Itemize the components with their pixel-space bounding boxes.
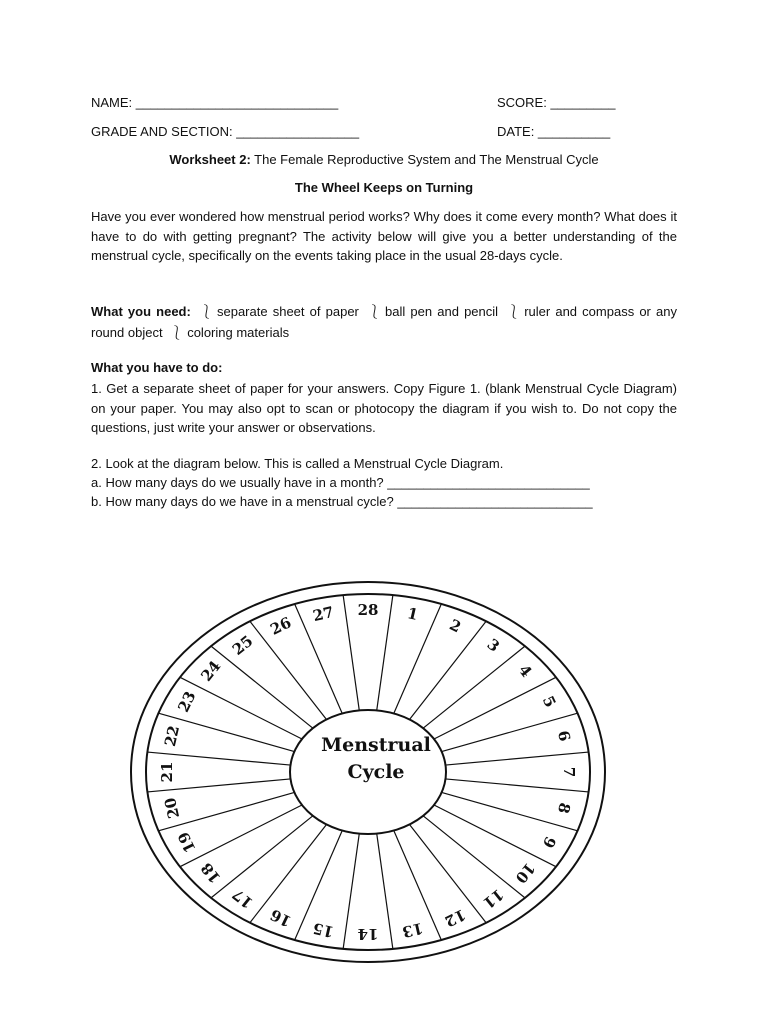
wheel-spoke bbox=[423, 646, 525, 728]
day-label-3: 3 bbox=[483, 635, 504, 656]
day-label-8: 8 bbox=[554, 800, 574, 816]
day-label-6: 6 bbox=[554, 728, 574, 744]
step-2: 2. Look at the diagram below. This is called a Menstrual Cycle Diagram. bbox=[91, 456, 504, 471]
day-label-23: 23 bbox=[174, 688, 200, 716]
worksheet-title bbox=[0, 152, 768, 167]
day-label-24: 24 bbox=[197, 657, 225, 685]
score-field: SCORE: _________ bbox=[497, 95, 616, 110]
day-label-19: 19 bbox=[174, 828, 200, 856]
bullet-icon: ⎱ bbox=[368, 305, 382, 320]
wheel-spoke bbox=[250, 621, 327, 719]
materials-list bbox=[91, 302, 677, 343]
wheel-spoke bbox=[394, 604, 442, 713]
day-label-15: 15 bbox=[311, 918, 336, 942]
day-label-1: 1 bbox=[405, 604, 420, 624]
day-label-18: 18 bbox=[197, 859, 225, 887]
wheel-spoke bbox=[211, 646, 313, 728]
worksheet-topic: The Female Reproductive System and The Menstrual Cycle bbox=[250, 152, 599, 167]
day-label-12: 12 bbox=[441, 905, 469, 931]
wheel-spoke bbox=[446, 779, 589, 792]
day-label-22: 22 bbox=[160, 723, 184, 749]
wheel-spoke bbox=[423, 816, 525, 898]
question-a: a. How many days do we usually have in a month? ____________________________ bbox=[91, 475, 590, 490]
day-label-26: 26 bbox=[267, 613, 295, 639]
wheel-spoke bbox=[434, 677, 556, 739]
day-label-5: 5 bbox=[538, 693, 560, 711]
day-label-11: 11 bbox=[479, 885, 508, 913]
center-label-line2: Cycle bbox=[347, 761, 405, 783]
wheel-spoke bbox=[446, 752, 589, 765]
worksheet-number: Worksheet 2: bbox=[169, 152, 251, 167]
bullet-icon: ⎱ bbox=[170, 325, 184, 341]
center-label-line1: Menstrual bbox=[321, 734, 431, 756]
day-label-21: 21 bbox=[158, 761, 176, 783]
day-label-14: 14 bbox=[357, 925, 379, 943]
question-b: b. How many days do we have in a menstrual cycle? ___________________________ bbox=[91, 494, 593, 509]
bullet-icon: ⎱ bbox=[507, 305, 521, 320]
wheel-spoke bbox=[250, 824, 327, 922]
material-item: ball pen and pencil bbox=[385, 304, 499, 319]
wheel-spoke bbox=[211, 816, 313, 898]
wheel-spoke bbox=[377, 595, 393, 710]
day-label-16: 16 bbox=[267, 905, 295, 931]
materials-label: What you need: bbox=[91, 304, 191, 319]
day-label-28: 28 bbox=[357, 601, 379, 619]
material-item: coloring materials bbox=[187, 324, 290, 340]
day-label-17: 17 bbox=[228, 885, 257, 913]
intro-paragraph: Have you ever wondered how menstrual period works? Why does it come every month? What does it have to do with getting pregnant? The activity below will give you a better understanding of the menstrual cycle, specifically on the events taking place in the usual 28-days cycle. bbox=[91, 209, 677, 263]
day-label-9: 9 bbox=[538, 833, 560, 851]
material-item: separate sheet of paper bbox=[216, 304, 359, 319]
day-label-13: 13 bbox=[400, 918, 425, 942]
step-1: 1. Get a separate sheet of paper for your answers. Copy Figure 1. (blank Menstrual Cycle Diagram) on your paper. You may also opt to scan or photocopy the diagram if you wish to. Do not copy the questions, just write your answer or observations. bbox=[91, 381, 677, 435]
day-label-4: 4 bbox=[514, 661, 536, 681]
wheel-spoke bbox=[409, 824, 486, 922]
bullet-icon: ⎱ bbox=[199, 305, 213, 320]
wheel-spoke bbox=[180, 805, 302, 867]
wheel-spoke bbox=[434, 805, 556, 867]
date-field: DATE: __________ bbox=[497, 124, 611, 139]
menstrual-cycle-diagram bbox=[128, 530, 628, 970]
wheel-spoke bbox=[409, 621, 486, 719]
grade-section-field: GRADE AND SECTION: _________________ bbox=[91, 124, 360, 139]
day-label-25: 25 bbox=[228, 631, 257, 659]
instructions-label: What you have to do: bbox=[91, 360, 223, 375]
wheel-spoke bbox=[180, 677, 302, 739]
name-field: NAME: ____________________________ bbox=[91, 95, 339, 110]
day-label-20: 20 bbox=[160, 795, 184, 821]
day-label-2: 2 bbox=[446, 615, 464, 637]
day-label-10: 10 bbox=[511, 859, 539, 887]
activity-title: The Wheel Keeps on Turning bbox=[294, 180, 474, 195]
day-label-27: 27 bbox=[311, 602, 336, 626]
material-item: ruler and compass or any round object bbox=[91, 304, 677, 340]
wheel-spoke bbox=[343, 834, 359, 949]
day-label-7: 7 bbox=[560, 766, 578, 778]
